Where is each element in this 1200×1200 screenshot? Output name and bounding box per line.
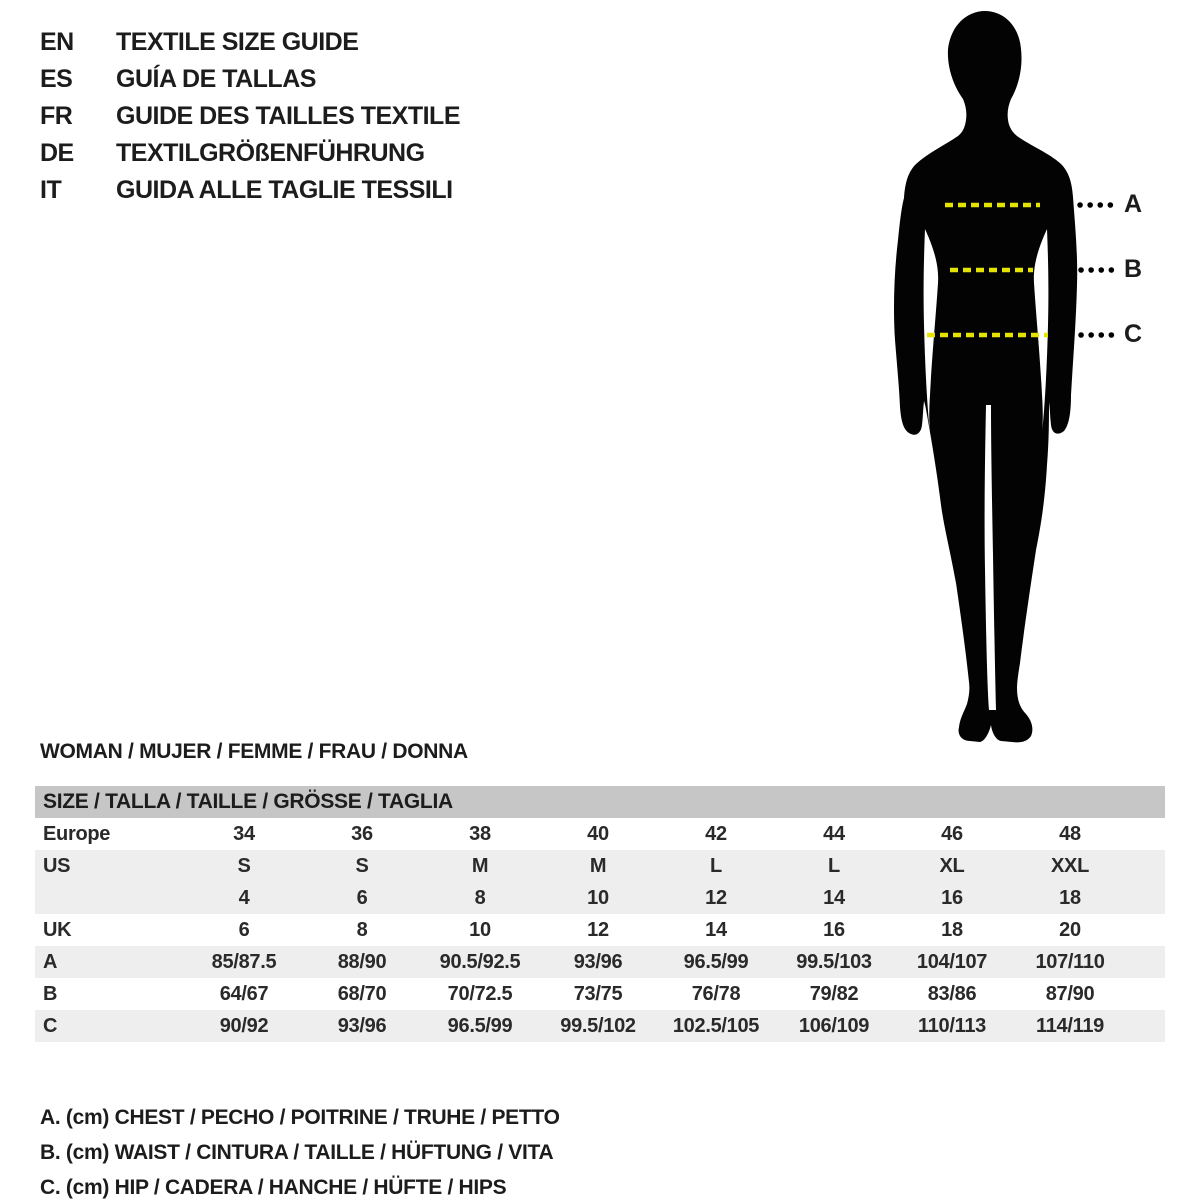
language-row bbox=[40, 172, 460, 209]
size-table bbox=[35, 786, 1165, 1042]
language-row bbox=[40, 24, 460, 61]
language-code: ES bbox=[40, 65, 73, 93]
size-cell: 14 bbox=[823, 886, 845, 909]
size-cell: 16 bbox=[941, 886, 963, 909]
language-title: GUÍA DE TALLAS bbox=[116, 65, 316, 93]
woman-silhouette-figure bbox=[875, 5, 1125, 750]
legend-line: B. (cm) WAIST / CINTURA / TAILLE / HÜFTUNG / VITA bbox=[40, 1141, 554, 1164]
size-cell: 12 bbox=[587, 918, 609, 941]
size-cell: 68/70 bbox=[337, 982, 387, 1005]
row-label: UK bbox=[43, 918, 72, 941]
row-label: C bbox=[43, 1014, 58, 1037]
size-cell: S bbox=[237, 854, 251, 877]
size-cell: 8 bbox=[356, 918, 368, 941]
section-title: WOMAN / MUJER / FEMME / FRAU / DONNA bbox=[40, 740, 468, 763]
size-cell: 76/78 bbox=[691, 982, 741, 1005]
row-label: A bbox=[43, 950, 58, 973]
table-row bbox=[35, 850, 1165, 882]
table-row bbox=[35, 914, 1165, 946]
size-cell: 96.5/99 bbox=[683, 950, 749, 973]
size-cell: 14 bbox=[705, 918, 727, 941]
size-cell: 73/75 bbox=[573, 982, 623, 1005]
size-cell: XL bbox=[939, 854, 965, 877]
size-cell: M bbox=[589, 854, 607, 877]
language-title: TEXTILE SIZE GUIDE bbox=[116, 28, 359, 56]
size-cell: 83/86 bbox=[927, 982, 977, 1005]
size-cell: 70/72.5 bbox=[447, 982, 513, 1005]
table-row bbox=[35, 882, 1165, 914]
size-cell: 16 bbox=[823, 918, 845, 941]
legend-line: A. (cm) CHEST / PECHO / POITRINE / TRUHE / PETTO bbox=[40, 1106, 560, 1129]
size-cell: 18 bbox=[941, 918, 963, 941]
size-cell: 8 bbox=[474, 886, 486, 909]
size-cell: 110/113 bbox=[918, 1014, 986, 1037]
language-code: EN bbox=[40, 28, 74, 56]
table-row bbox=[35, 978, 1165, 1010]
size-cell: 18 bbox=[1059, 886, 1081, 909]
size-cell: 38 bbox=[469, 822, 491, 845]
size-cell: 99.5/102 bbox=[560, 1014, 636, 1037]
size-cell: 93/96 bbox=[573, 950, 623, 973]
size-cell: 40 bbox=[587, 822, 609, 845]
language-title: GUIDE DES TAILLES TEXTILE bbox=[116, 102, 461, 130]
size-cell: S bbox=[355, 854, 369, 877]
measure-marker-label-a: A bbox=[1123, 190, 1143, 218]
language-code: IT bbox=[40, 176, 62, 204]
size-cell: 79/82 bbox=[809, 982, 859, 1005]
row-label: B bbox=[43, 982, 58, 1005]
size-cell: 99.5/103 bbox=[796, 950, 872, 973]
size-cell: 10 bbox=[469, 918, 491, 941]
size-cell: 6 bbox=[356, 886, 368, 909]
legend-line: C. (cm) HIP / CADERA / HANCHE / HÜFTE / HIPS bbox=[40, 1176, 507, 1199]
size-cell: 34 bbox=[233, 822, 255, 845]
size-cell: 90/92 bbox=[219, 1014, 269, 1037]
woman-silhouette bbox=[894, 11, 1077, 742]
size-cell: 93/96 bbox=[337, 1014, 387, 1037]
size-cell: 12 bbox=[705, 886, 727, 909]
size-cell: L bbox=[710, 854, 722, 877]
size-cell: 44 bbox=[823, 822, 845, 845]
measure-legend bbox=[40, 1100, 560, 1200]
size-cell: 48 bbox=[1059, 822, 1081, 845]
size-cell: 102.5/105 bbox=[672, 1014, 760, 1037]
size-cell: L bbox=[828, 854, 840, 877]
size-cell: 90.5/92.5 bbox=[439, 950, 521, 973]
size-table-header: SIZE / TALLA / TAILLE / GRÖSSE / TAGLIA bbox=[35, 786, 1165, 818]
table-row bbox=[35, 946, 1165, 978]
size-cell: 107/110 bbox=[1035, 950, 1105, 973]
size-cell: 6 bbox=[238, 918, 250, 941]
size-cell: M bbox=[471, 854, 489, 877]
language-list bbox=[40, 24, 460, 209]
measure-marker-label-c: C bbox=[1123, 320, 1143, 348]
language-code: DE bbox=[40, 139, 74, 167]
language-row bbox=[40, 98, 460, 135]
size-cell: 42 bbox=[705, 822, 727, 845]
language-row bbox=[40, 135, 460, 172]
size-cell: 85/87.5 bbox=[211, 950, 277, 973]
size-cell: 114/119 bbox=[1036, 1014, 1104, 1037]
size-cell: 64/67 bbox=[219, 982, 269, 1005]
size-cell: 106/109 bbox=[798, 1014, 870, 1037]
size-cell: 36 bbox=[351, 822, 373, 845]
size-cell: 104/107 bbox=[916, 950, 988, 973]
measure-marker-label-b: B bbox=[1123, 255, 1143, 283]
table-row bbox=[35, 1010, 1165, 1042]
language-code: FR bbox=[40, 102, 73, 130]
size-cell: 88/90 bbox=[337, 950, 387, 973]
row-label: Europe bbox=[43, 822, 111, 845]
language-row bbox=[40, 61, 460, 98]
size-cell: 20 bbox=[1059, 918, 1081, 941]
row-label: US bbox=[43, 854, 71, 877]
language-title: TEXTILGRÖßENFÜHRUNG bbox=[116, 139, 425, 167]
language-title: GUIDA ALLE TAGLIE TESSILI bbox=[116, 176, 453, 204]
size-cell: XXL bbox=[1051, 854, 1089, 877]
table-row bbox=[35, 818, 1165, 850]
size-cell: 4 bbox=[238, 886, 250, 909]
size-cell: 46 bbox=[941, 822, 963, 845]
size-cell: 10 bbox=[587, 886, 609, 909]
size-cell: 87/90 bbox=[1045, 982, 1095, 1005]
size-cell: 96.5/99 bbox=[447, 1014, 513, 1037]
